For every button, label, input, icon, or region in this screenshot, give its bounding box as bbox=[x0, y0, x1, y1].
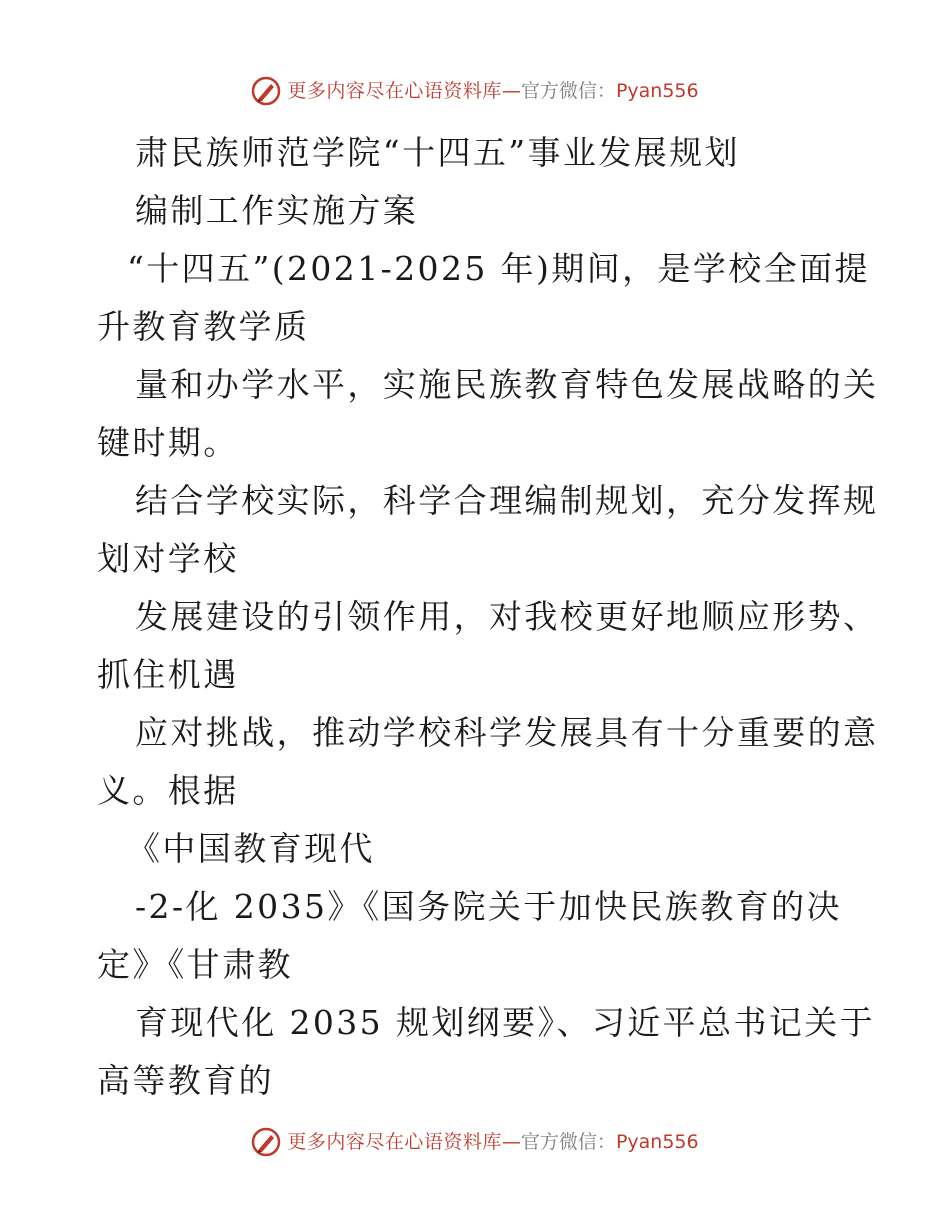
document-title-line-1: 肃民族师范学院“十四五”事业发展规划 bbox=[135, 133, 740, 172]
watermark-text: 更多内容尽在心语资料库 bbox=[287, 1131, 502, 1153]
header-watermark bbox=[0, 76, 950, 106]
paragraph-line: 键时期。 bbox=[97, 423, 239, 462]
watermark-wechat-id: Pyan556 bbox=[615, 80, 699, 102]
paragraph-line: 划对学校 bbox=[97, 539, 239, 578]
paragraph-line: 升教育教学质 bbox=[97, 307, 310, 346]
pen-logo-icon bbox=[251, 76, 281, 106]
paragraph-line: 高等教育的 bbox=[97, 1061, 274, 1100]
paragraph-line: “十四五”(2021-2025 年)期间，是学校全面提 bbox=[127, 249, 870, 288]
paragraph-line: 《中国教育现代 bbox=[127, 829, 375, 868]
watermark-text: 更多内容尽在心语资料库 bbox=[287, 80, 502, 102]
document-title-line-2: 编制工作实施方案 bbox=[135, 191, 419, 230]
paragraph-line: 定》《甘肃教 bbox=[97, 945, 293, 984]
paragraph-line: 育现代化 2035 规划纲要》、习近平总书记关于 bbox=[135, 1003, 876, 1042]
footer-watermark bbox=[0, 1127, 950, 1157]
paragraph-line: 结合学校实际，科学合理编制规划，充分发挥规 bbox=[135, 481, 879, 520]
paragraph-line: 量和办学水平，实施民族教育特色发展战略的关 bbox=[135, 365, 879, 404]
paragraph-line: 义。根据 bbox=[97, 771, 239, 810]
document-body bbox=[97, 124, 879, 1110]
paragraph-line: 抓住机遇 bbox=[97, 655, 239, 694]
watermark-official-label: 官方微信： bbox=[520, 1131, 616, 1153]
watermark-wechat-id: Pyan556 bbox=[615, 1131, 699, 1153]
watermark-official-label: 官方微信： bbox=[520, 80, 616, 102]
watermark-dash: — bbox=[501, 1131, 521, 1153]
pen-logo-icon bbox=[251, 1127, 281, 1157]
paragraph-line: 发展建设的引领作用，对我校更好地顺应形势、 bbox=[135, 597, 879, 636]
watermark-dash: — bbox=[501, 80, 521, 102]
paragraph-line: 应对挑战，推动学校科学发展具有十分重要的意 bbox=[135, 713, 879, 752]
paragraph-line: -2-化 2035》《国务院关于加快民族教育的决 bbox=[135, 887, 842, 926]
